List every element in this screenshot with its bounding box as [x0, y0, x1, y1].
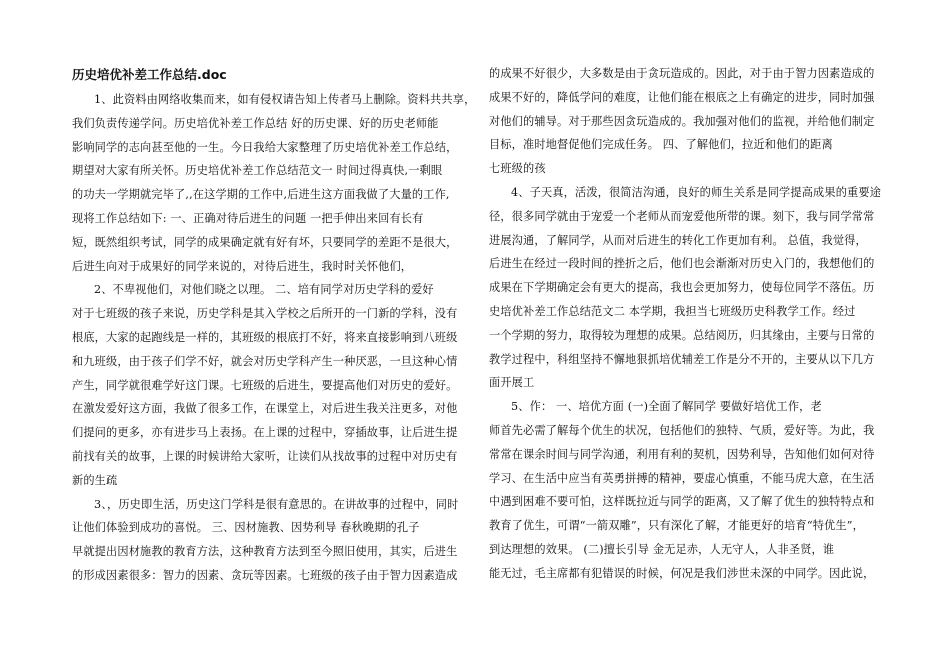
text-line: 史培优补差工作总结范文二 本学期，我担当七班级历史科教学工作。经过	[489, 304, 856, 318]
text-line: 影响同学的志向甚至他的一生。今日我给大家整理了历史培优补差工作总结，	[72, 140, 458, 154]
text-line: 和九班级，由于孩子们学不好，就会对历史学科产生一种厌恶，一旦这种心情	[72, 354, 458, 368]
document-title: 历史培优补差工作总结.doc	[72, 67, 227, 82]
text-line: 的成果不好很少，大多数是由于贪玩造成的。因此，对于由于智力因素造成的	[489, 67, 875, 80]
text-line: 到达理想的效果。 (二)擅长引导 金无足赤，人无守人，人非圣贤，谁	[489, 542, 835, 556]
text-line: 1、此资料由网络收集而来，如有侵权请告知上传者马上删除。资料共共享，	[94, 93, 476, 106]
text-line: 教学过程中，科组坚持不懈地狠抓培优辅差工作是分不开的，主要从以下几方	[489, 352, 875, 366]
text-line: 的功夫一学期就完毕了,,在这学期的工作中,后进生这方面我做了大量的工作,	[72, 188, 450, 202]
text-line: 现将工作总结如下: 一、正确对待后进生的问题 一把手伸出来回有长有	[72, 211, 424, 225]
left-column	[72, 62, 476, 588]
text-line: 对于七班级的孩子来说，历史学科是其入学校之后所开的一门新的学科，没有	[72, 307, 458, 321]
text-line: 早就提出因材施教的教育方法，这种教育方法到至今照旧使用，其实，后进生	[72, 545, 458, 559]
text-line: 们提问的更多，亦有进步马上表扬。在上课的过程中，穿插故事，让后进生提	[72, 426, 458, 440]
text-line: 七班级的孩	[489, 162, 546, 176]
text-line: 4、子天真，活泼，很简洁沟通，良好的师生关系是同学提高成果的重要途	[511, 185, 882, 199]
text-line: 在激发爱好这方面，我做了很多工作，在课堂上，对后进生我关注更多，对他	[72, 402, 458, 416]
text-line: 进展沟通，了解同学，从而对后进生的转化工作更加有利。 总值，我觉得，	[489, 233, 867, 247]
text-line: 3、，历史即生活，历史这门学科是很有意思的。在讲故事的过程中，同时	[94, 497, 459, 511]
text-line: 径，很多同学就由于宠爱一个老师从而宠爱他所带的课。刻下，我与同学常常	[489, 209, 875, 223]
text-line: 期望对大家有所关怀。历史培优补差工作总结范文一 时间过得真快,一剩眼	[72, 164, 443, 178]
text-line: 产生，同学就很难学好这门课。七班级的后进生，要提高他们对历史的爱好。	[72, 378, 458, 392]
text-line: 前找有关的故事，上课的时候讲给大家听，让读们从找故事的过程中对历史有	[72, 449, 458, 463]
text-line: 对他们的辅导。对于那些因贪玩造成的。我加强对他们的监视，并给他们制定	[489, 114, 875, 128]
text-line: 学习、在生活中应当有英勇拼搏的精神，要虚心慎重，不能马虎大意，在生活	[489, 471, 875, 485]
text-line: 后进生向对于成果好的同学来说的，对待后进生，我时时关怀他们，	[72, 259, 413, 273]
left-column-body	[72, 88, 476, 588]
text-line: 面开展工	[489, 376, 535, 390]
text-line: 目标，准时地督促他们完成任务。 四、了解他们，拉近和他们的距离	[489, 138, 833, 152]
text-line: 5、作： 一、培优方面 (一)全面了解同学 要做好培优工作，老	[511, 400, 822, 414]
text-line: 成果不好的，降低学问的难度，让他们能在根底之上有确定的进步，同时加强	[489, 90, 875, 104]
text-line: 我们负责传递学问。历史培优补差工作总结 好的历史课、好的历史老师能	[72, 116, 439, 130]
right-column	[489, 62, 881, 586]
text-line: 后进生在经过一段时间的挫折之后，他们也会渐渐对历史入门的，我想他们的	[489, 257, 875, 271]
text-line: 成果在下学期确定会有更大的提高，我也会更加努力，使每位同学不落伍。历	[489, 281, 875, 295]
text-line: 中遇到困难不要可怕，这样既拉近与同学的距离，又了解了优生的独特特点和	[489, 495, 875, 509]
text-line: 让他们体验到成功的喜悦。 三、因材施教、因势利导 春秋晚期的孔子	[72, 521, 420, 535]
text-line: 师首先必需了解每个优生的状况，包括他们的独特、气质，爱好等。为此，我	[489, 423, 875, 437]
text-line: 2、不卑视他们，对他们晓之以理。 二、培有同学对历史学科的爱好	[94, 283, 434, 297]
text-line: 短，既然组织考试，同学的成果确定就有好有坏，只要同学的差距不是很大，	[72, 235, 458, 249]
text-line: 教育了优生，可谓“一箭双雕”，只有深化了解，才能更好的培育“特优生”，	[489, 519, 864, 533]
text-line: 常常在课余时间与同学沟通，利用有利的契机，因势利导，告知他们如何对待	[489, 447, 875, 461]
text-line: 新的生疏	[72, 473, 118, 487]
text-line: 根底，大家的起跑线是一样的，其班级的根底打不好，将来直接影响到八班级	[72, 330, 458, 344]
text-line: 一个学期的努力，取得较为理想的成果。总结阅历，归其缘由，主要与日常的	[489, 328, 875, 342]
text-line: 能无过，毛主席都有犯错误的时候，何况是我们涉世未深的中同学。因此说，	[489, 566, 875, 580]
text-line: 的形成因素很多：智力的因素、贪玩等因素。七班级的孩子由于智力因素造成	[72, 568, 458, 582]
right-column-body	[489, 62, 881, 586]
